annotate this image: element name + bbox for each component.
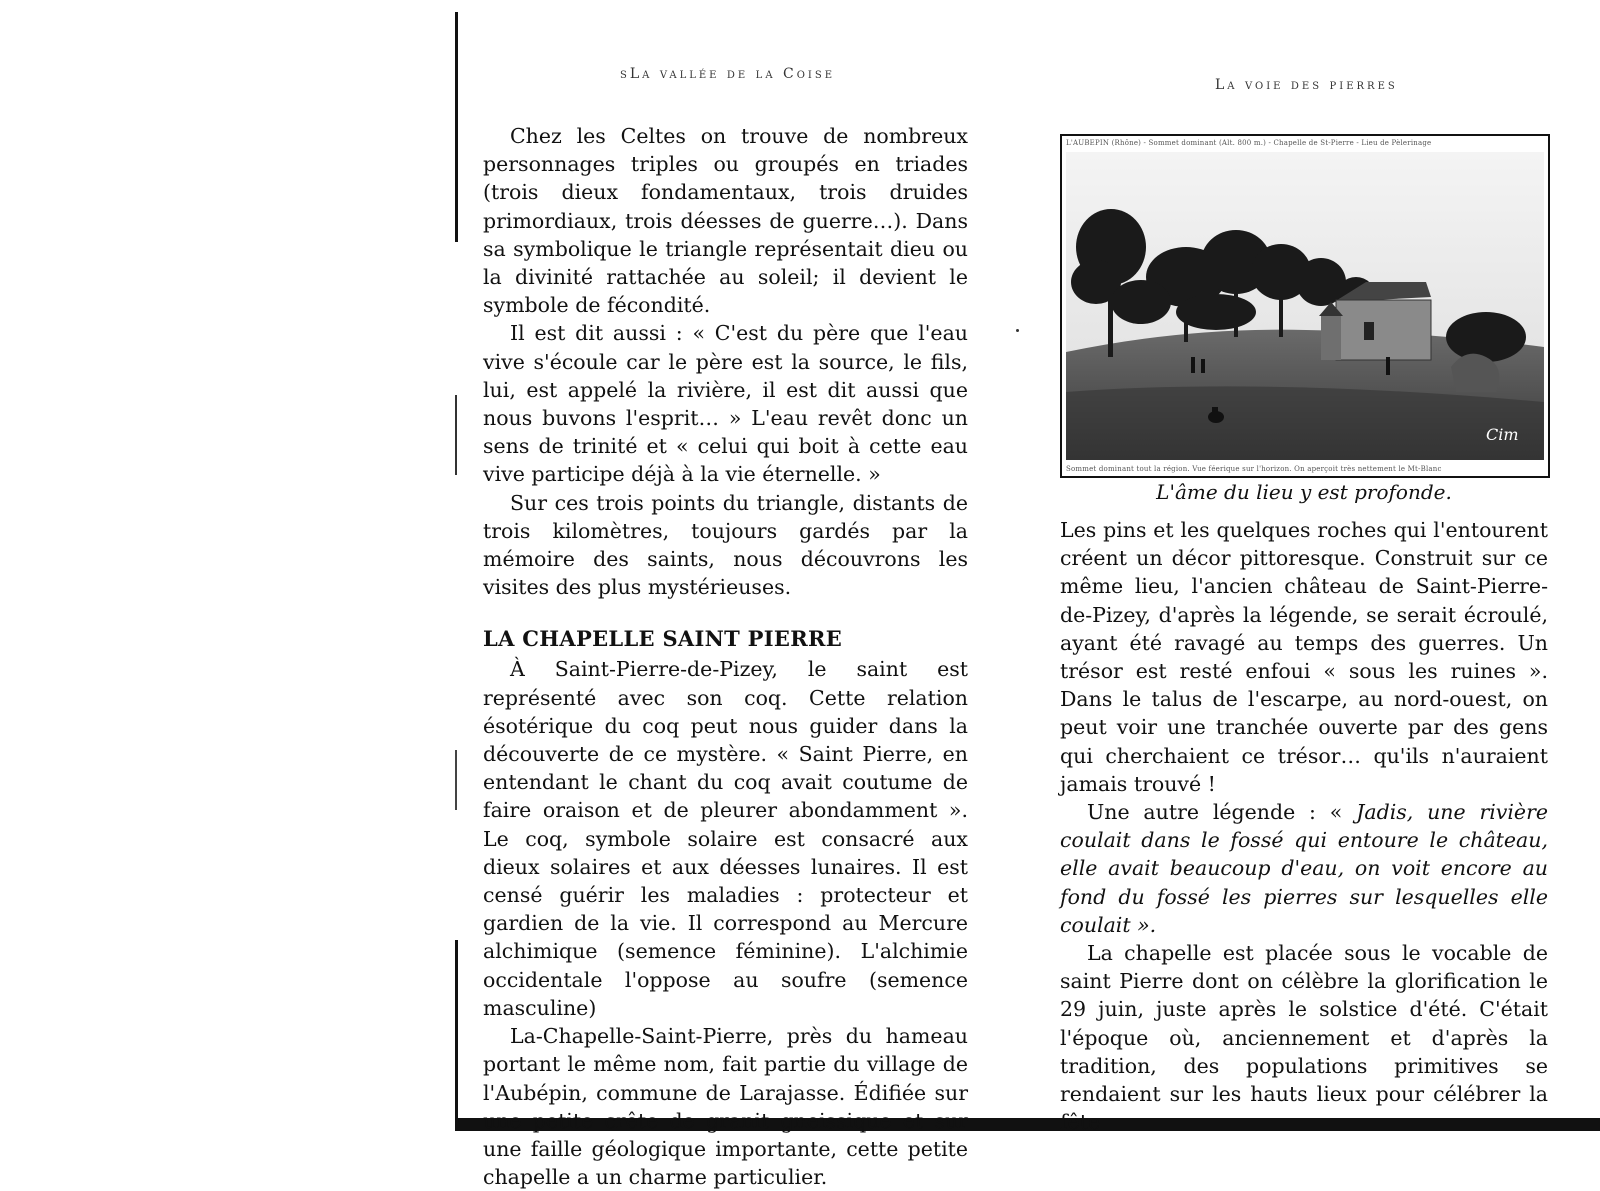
paragraph-coq: À Saint-Pierre-de-Pizey, le saint est représenté avec son coq. Cette relation ésotérique du coq peut nous guider dans la découverte de ce mystère. « Saint Pierre, en entendant le chant du coq avait coutume de faire oraison et de pleurer abondamment ». Le coq, symbole solaire est consacré aux dieux solaires et aux déesses lunaires. Il est censé guérir les maladies : protecteur et gardien de la vie. Il correspond au Mercure alchimique (semence féminine). L'alchimie occidentale l'oppose au soufre (semence masculine): [483, 657, 968, 1020]
paragraph-eau-vive: Il est dit aussi : « C'est du père que l'eau vive s'écoule car le père est la source, le fils, lui, est appelé la rivière, il est dit aussi que nous buvons l'esprit… » L'eau revêt donc un sens de trinité et « celui qui boit à cette eau vive participe déjà à la vie éternelle. »: [483, 321, 968, 487]
legende-end: ».: [1130, 912, 1157, 937]
paragraph-vocable: La chapelle est placée sous le vocable de saint Pierre dont on célèbre la glorification le 29 juin, juste après le solstice d'été. C'était l'époque où, anciennement et d'après la tradition, des populations primitives se rendaient sur les hauts lieux pour célébrer la fête: [1060, 941, 1548, 1135]
paragraph-legende: [1060, 798, 1548, 939]
postcard-bottom-caption: Sommet dominant tout la région. Vue féerique sur l'horizon. On aperçoit très nettement le Mt-Blanc: [1066, 465, 1442, 473]
paragraph-triangle: Sur ces trois points du triangle, distants de trois kilomètres, toujours gardés par la mémoire des saints, nous découvrons les visites des plus mystérieuses.: [483, 490, 968, 600]
left-text-column: [483, 122, 968, 1191]
page-gutter-edge: [455, 12, 458, 242]
left-running-head: sLa vallée de la Coise: [620, 66, 836, 82]
page-gutter-edge: [455, 395, 457, 475]
postcard-top-caption: L'AUBÉPIN (Rhône) - Sommet dominant (Alt. 800 m.) - Chapelle de St-Pierre - Lieu de Pèlerinage: [1066, 139, 1432, 147]
publisher-mark: Cim: [1486, 425, 1519, 444]
legende-intro: Une autre légende : «: [1087, 800, 1357, 825]
figure-caption: L'âme du lieu y est profonde.: [1156, 480, 1452, 504]
section-heading: LA CHAPELLE SAINT PIERRE: [483, 626, 843, 652]
chapel-photo-image: [1066, 152, 1544, 460]
paragraph-chapelle-location: La-Chapelle-Saint-Pierre, près du hameau portant le même nom, fait partie du village de l'Aubépin, commune de Larajasse. Édifiée sur une petite crête de granit gneissique et sur une faille géologique importante, cette petite chapelle a un charme particulier.: [483, 1024, 968, 1190]
scan-speck: [1016, 329, 1019, 332]
legende-quote: Jadis, une rivière coulait dans le fossé qui entoure le château, elle avait beaucoup d'eau, on voit encore au fond du fossé les pierres sur lesquelles elle coulait: [1060, 800, 1548, 937]
page-gutter-edge: [455, 750, 457, 810]
right-running-head: La voie des pierres: [1215, 77, 1398, 93]
paragraph-decor: Les pins et les quelques roches qui l'entourent créent un décor pittoresque. Construit sur ce même lieu, l'ancien château de Saint-Pierre-de-Pizey, d'après la légende, se serait écroulé, ayant été ravagé au temps des guerres. Un trésor est resté enfoui « sous les ruines ». Dans le talus de l'escarpe, au nord-ouest, on peut voir une tranchée ouverte par des gens qui cherchaient ce trésor… qu'ils n'auraient jamais trouvé !: [1060, 518, 1548, 796]
paragraph-celtes: Chez les Celtes on trouve de nombreux personnages triples ou groupés en triades (trois dieux fondamentaux, trois druides primordiaux, trois déesses de guerre…). Dans sa symbolique le triangle représentait dieu ou la divinité rattachée au soleil; il devient le symbole de fécondité.: [483, 124, 968, 318]
page-gutter-edge: [455, 940, 458, 1131]
postcard-photo: [1060, 134, 1550, 478]
right-text-column: [1060, 516, 1548, 1136]
